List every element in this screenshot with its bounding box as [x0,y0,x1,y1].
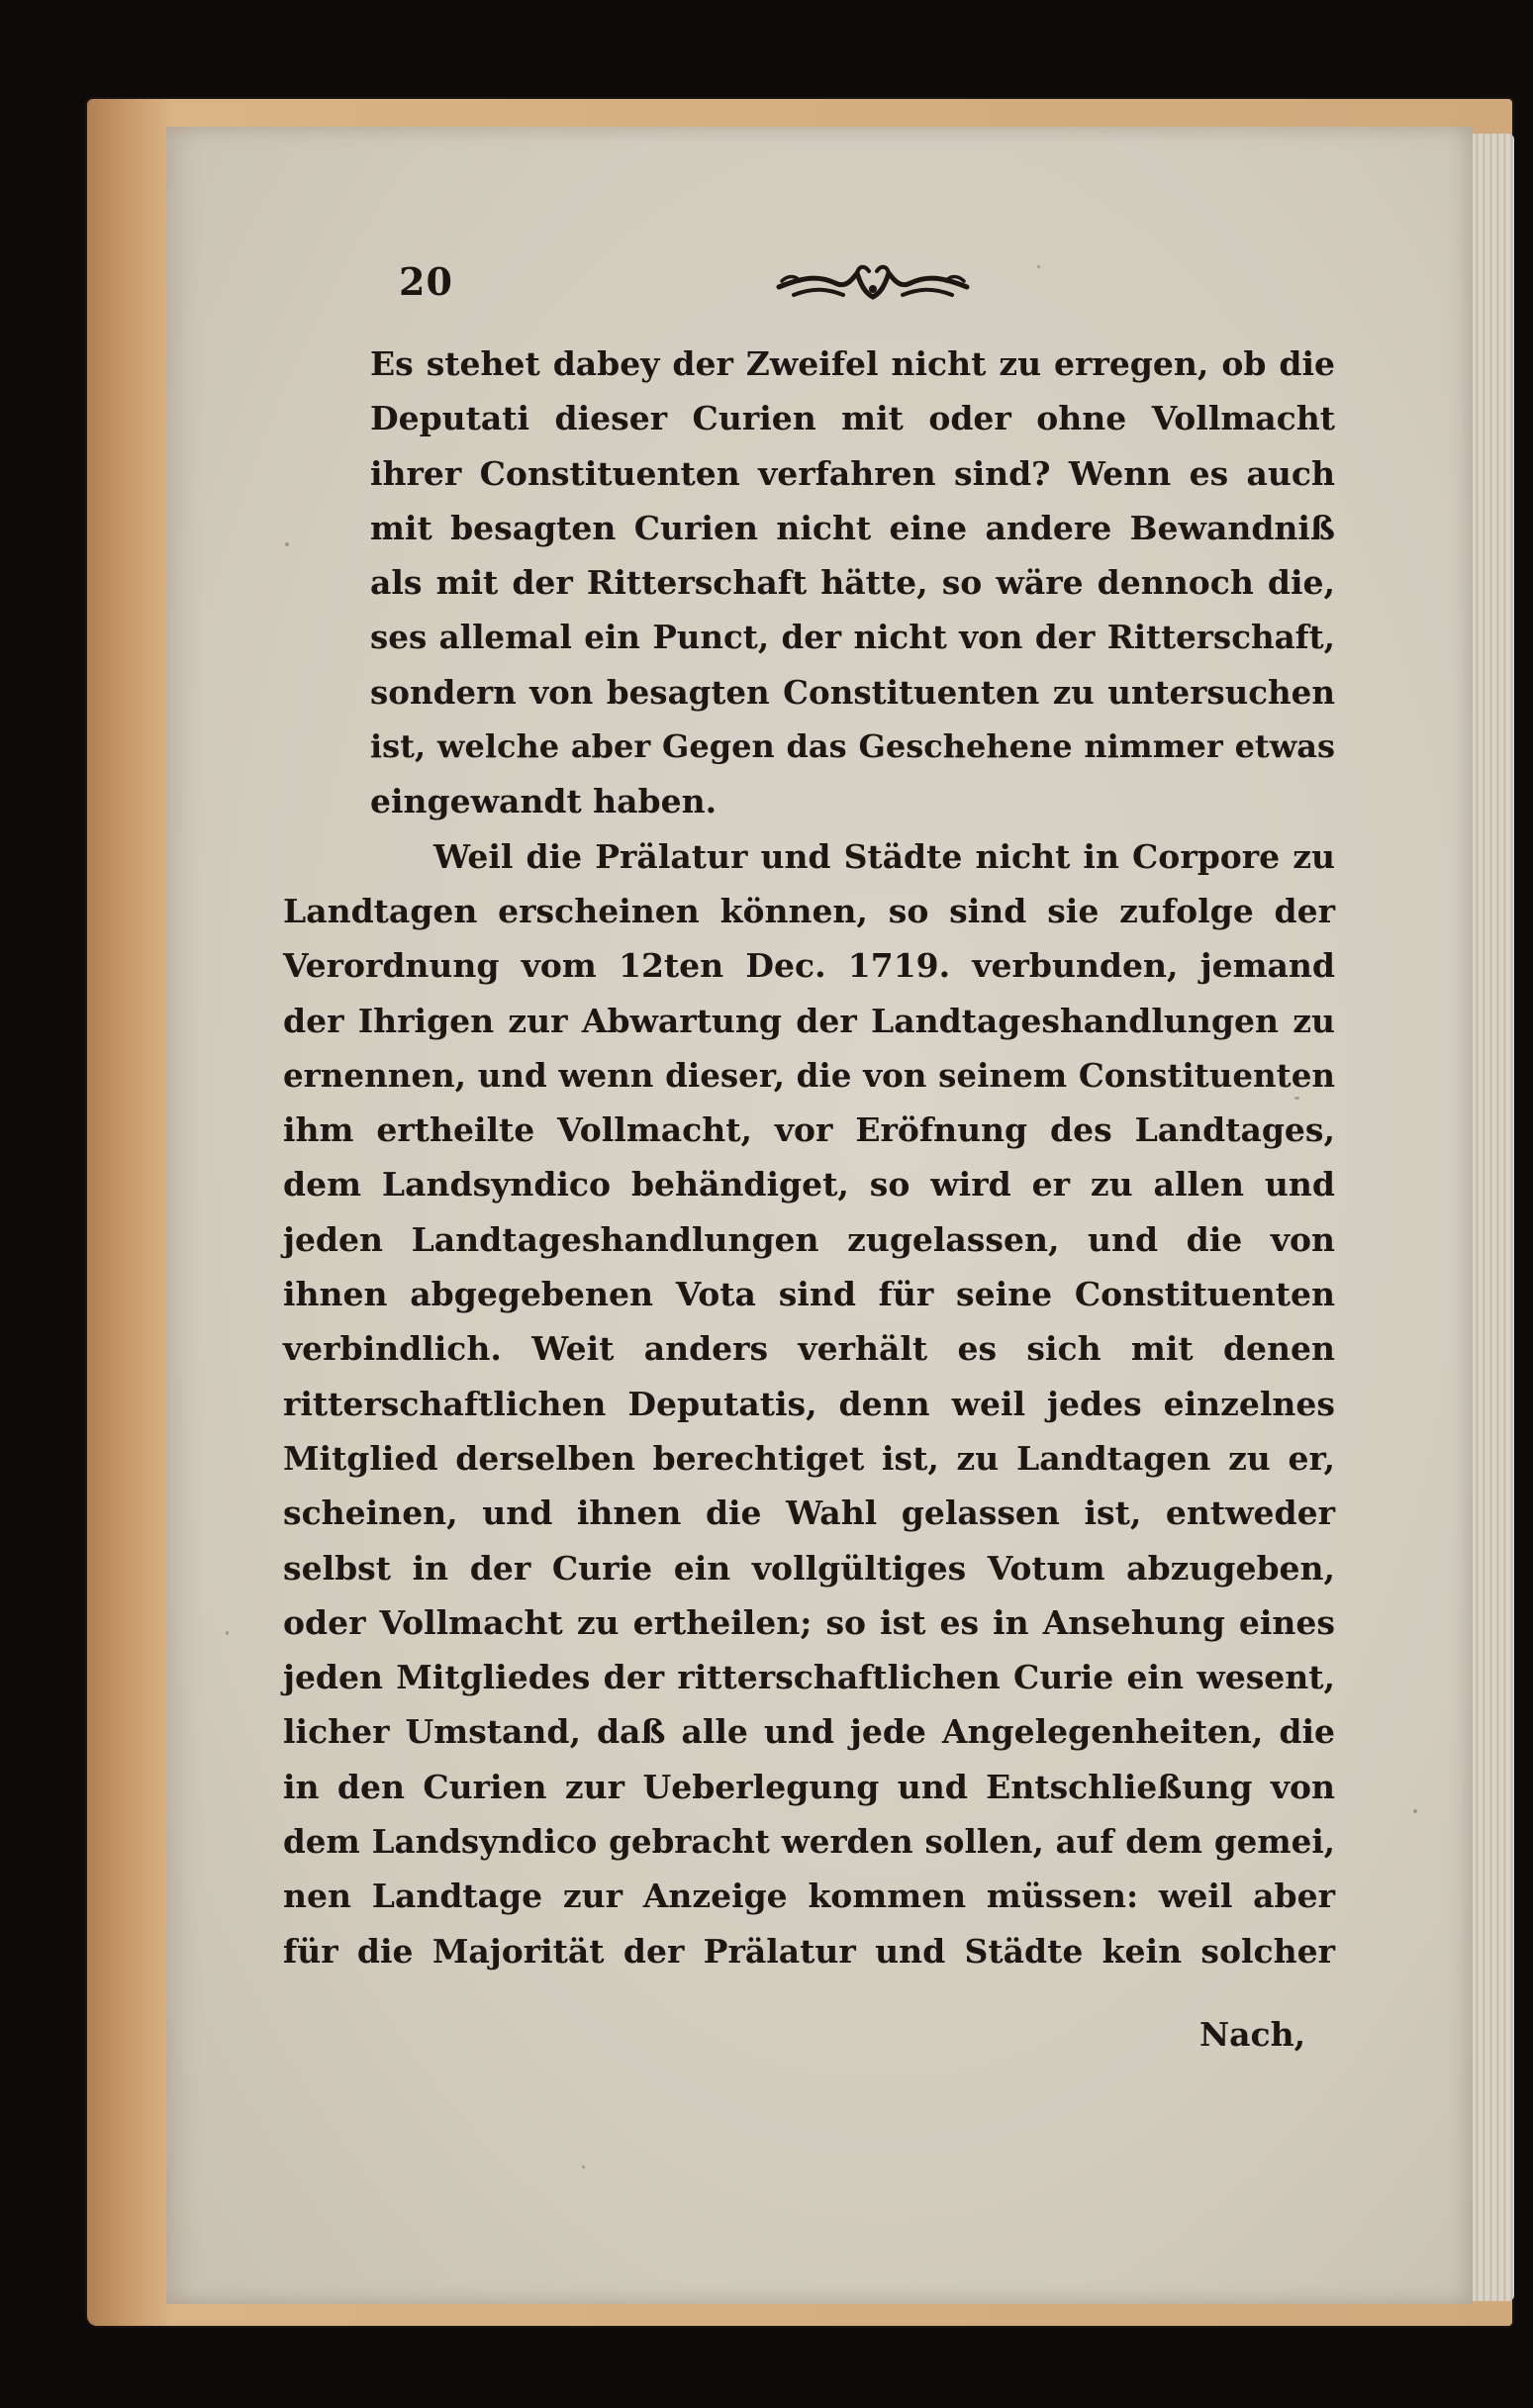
text-line: Es stehet dabey der Zweifel nicht zu erregen, ob die [370,344,1335,383]
text-line: ist, welche aber Gegen das Geschehene nimmer etwas [370,727,1335,766]
text-line: als mit der Ritterschaft hätte, so wäre dennoch die, [370,563,1335,603]
text-line: dem Landsyndico gebracht werden sollen, auf dem gemei, [283,1822,1335,1862]
text-line: Weil die Prälatur und Städte nicht in Corpore zu [433,836,1335,876]
text-line: verbindlich. Weit anders verhält es sich mit denen [283,1329,1335,1369]
text-line: ihrer Constituenten verfahren sind? Wenn es auch [370,453,1335,493]
text-line: scheinen, und ihnen die Wahl gelassen ist, entweder [283,1493,1335,1533]
text-line: eingewandt haben. [370,782,718,821]
header-ornament-icon [774,259,972,309]
text-line: licher Umstand, daß alle und jede Angelegenheiten, die [283,1712,1335,1752]
text-line: sondern von besagten Constituenten zu untersuchen [370,672,1335,712]
text-line: für die Majorität der Prälatur und Städte kein solcher [283,1931,1335,1971]
text-line: ihnen abgegebenen Vota sind für seine Constituenten [283,1275,1335,1314]
page-number: 20 [399,259,453,304]
text-line: nen Landtage zur Anzeige kommen müssen: weil aber [283,1877,1335,1916]
body-text [283,337,1335,1978]
text-line: dem Landsyndico behändiget, so wird er zu allen und [283,1165,1335,1204]
text-line: jeden Mitgliedes der ritterschaftlichen Curie ein wesent, [283,1658,1335,1697]
text-line: oder Vollmacht zu ertheilen; so ist es in Ansehung eines [283,1602,1335,1642]
text-line: der Ihrigen zur Abwartung der Landtageshandlungen zu [283,1001,1335,1040]
text-line: ses allemal ein Punct, der nicht von der Ritterschaft, [370,618,1335,657]
text-line: ritterschaftlichen Deputatis, denn weil jedes einzelnes [283,1384,1335,1423]
text-line: jeden Landtageshandlungen zugelassen, und die von [283,1219,1335,1259]
text-line: ernennen, und wenn dieser, die von seinem Constituenten [283,1055,1335,1095]
text-line: Deputati dieser Curien mit oder ohne Vollmacht [370,399,1335,438]
text-line: in den Curien zur Ueberlegung und Entschließung von [283,1767,1335,1806]
text-line: Mitglied derselben berechtiget ist, zu Landtagen zu er, [283,1438,1335,1478]
text-line: mit besagten Curien nicht eine andere Bewandniß [370,508,1335,547]
text-line: selbst in der Curie ein vollgültiges Votum abzugeben, [283,1548,1335,1588]
text-line: Landtagen erscheinen können, so sind sie zufolge der [283,891,1335,930]
text-line: Verordnung vom 12ten Dec. 1719. verbunden, jemand [283,946,1335,986]
catchword: Nach, [1199,2015,1306,2054]
text-line: ihm ertheilte Vollmacht, vor Eröfnung des Landtages, [283,1110,1335,1150]
